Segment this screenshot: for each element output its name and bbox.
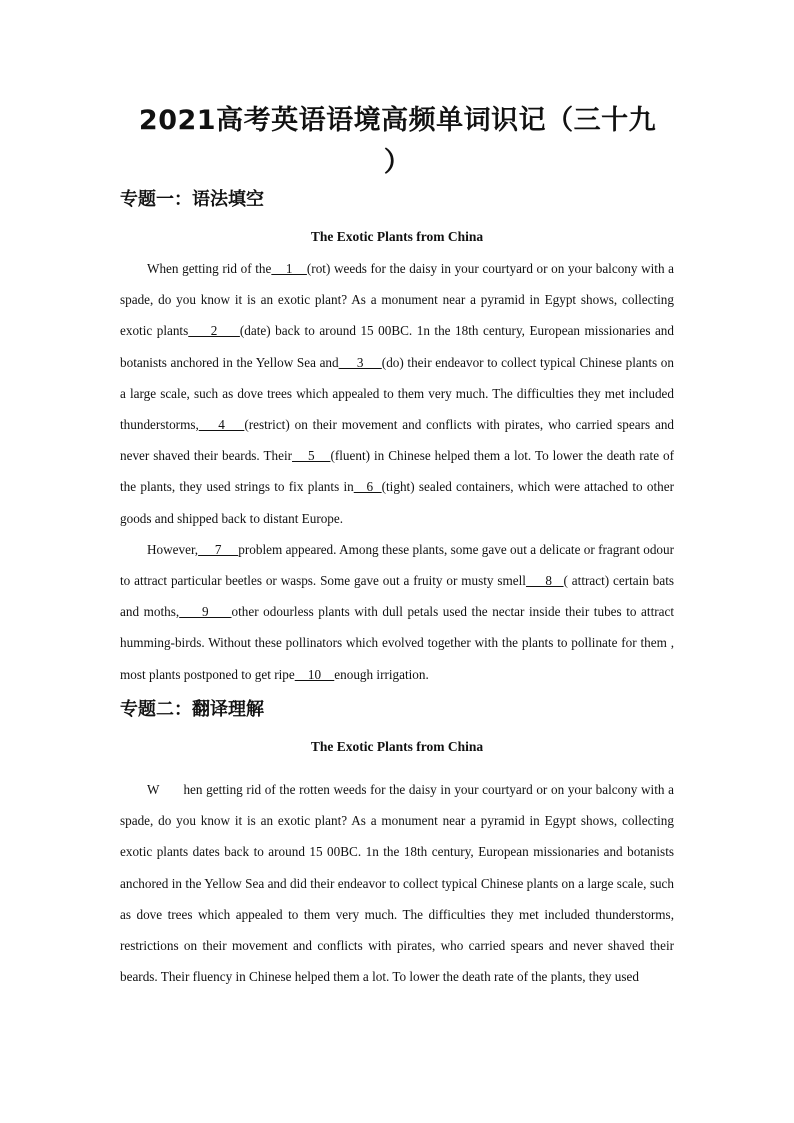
blank-4: 4 <box>198 417 245 433</box>
blank-1: 1 <box>271 261 307 276</box>
text-run: problem appeared. Among these plants, some gave out a delicate or fragrant odour to attract particular beetles or wasps. Some gave out a fruity or musty smell <box>120 541 675 589</box>
blank-5: 5 <box>292 448 331 464</box>
text-run: However, <box>147 541 199 557</box>
drop-letter: W <box>147 782 160 797</box>
section-2-subtitle: The Exotic Plants from China <box>310 739 484 754</box>
text-run: (rot) weeds for the daisy in your courtyard or on your balcony with a spade, do you know it is an exotic plant? As a monument near a pyramid in Egypt shows, collecting exotic plants <box>120 261 675 339</box>
text-run: (fluent) in Chinese helped them a lot. To lower the death rate of the plants, they used strings to fix plants in <box>120 448 675 495</box>
blank-9: 9 <box>179 604 232 620</box>
section-1-passage <box>120 253 674 690</box>
passage-paragraph-2 <box>120 534 674 690</box>
blank-6: 6 <box>353 479 382 495</box>
blank-7: 7 <box>198 541 239 557</box>
blank-2: 2 <box>188 323 240 339</box>
section-1-subtitle: The Exotic Plants from China <box>310 229 484 244</box>
blank-10: 10 <box>294 666 335 682</box>
section-1-heading: 专题一：语法填空 <box>120 189 264 210</box>
translation-paragraph-1 <box>120 774 674 992</box>
text-run: (restrict) on their movement and conflicts with pirates, who carried spears and never shaved their beards. Their <box>120 417 675 464</box>
blank-8: 8 <box>525 573 564 589</box>
section-2-passage <box>120 774 674 992</box>
text-run: enough irrigation. <box>334 666 429 682</box>
blank-3: 3 <box>338 354 382 370</box>
title-line-1: 2021高考英语语境高频单词识记（三十九 <box>138 105 657 136</box>
text-run: hen getting rid of the rotten weeds for the daisy in your courtyard or on your balcony with a spade, do you know it is an exotic plant? As a monument near a pyramid in Egypt shows, collecting exotic plants dates back to around 15 00BC. 1n the 18th century, European missionaries and botanists anchored in the Yellow Sea and did their endeavor to collect typical Chinese plants on a large scale, such as dove trees which appealed to them very much. The difficulties they met included thunderstorms, restrictions on their movement and conflicts with pirates, who carried spears and never shaved their beards. Their fluency in Chinese helped them a lot. To lower the death rate of the plants, they used <box>120 782 674 985</box>
text-run: (date) back to around 15 00BC. 1n the 18th century, European missionaries and botanists anchored in the Yellow Sea and <box>120 323 674 370</box>
text-run: (tight) sealed containers, which were attached to other goods and shipped back to distant Europe. <box>120 479 674 526</box>
text-run: When getting rid of the <box>147 261 272 276</box>
section-2-heading: 专题二：翻译理解 <box>120 699 264 720</box>
document-title <box>120 100 675 184</box>
text-run: other odourless plants with dull petals used the nectar inside their tubes to attract humming-birds. Without these pollinators which evolved together with the plants to pollinate for them , most plants postponed to get ripe <box>120 604 674 682</box>
passage-paragraph-1 <box>120 253 674 534</box>
title-line-2: ） <box>383 147 412 178</box>
text-run: ( attract) certain bats and moths, <box>120 573 675 620</box>
text-run: (do) their endeavor to collect typical Chinese plants on a large scale, such as dove trees which appealed to them very much. The difficulties they met included thunderstorms, <box>120 354 674 433</box>
